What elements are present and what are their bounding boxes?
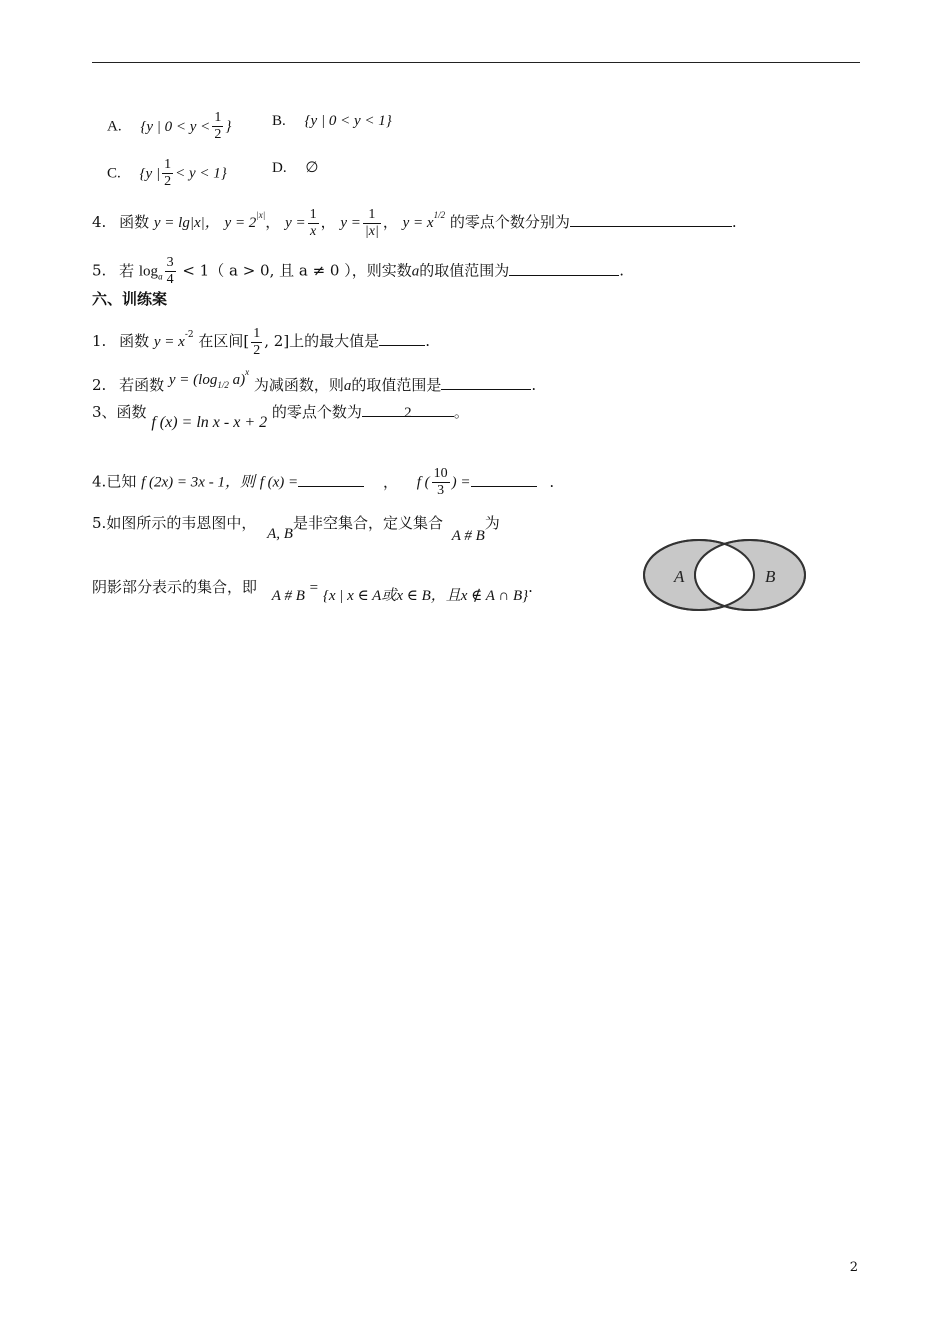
fraction-denominator: 2 xyxy=(164,174,172,189)
question-number: 5. xyxy=(92,261,107,280)
section-heading: 六、训练案 xyxy=(92,290,168,308)
period: . xyxy=(549,472,555,491)
fraction-denominator: x xyxy=(309,223,317,239)
question-number: 3、 xyxy=(92,403,117,421)
answer-blank[interactable] xyxy=(362,402,454,421)
question-text-suffix: 的零点个数为 xyxy=(271,403,362,421)
question-number: 1. xyxy=(92,332,107,350)
question-number: 4. xyxy=(92,472,107,491)
fraction-denominator: 3 xyxy=(437,483,445,498)
log-function-power: x xyxy=(245,367,250,377)
training-5-definition xyxy=(92,577,533,604)
question-text-suffix: , 2]上的最大值是 xyxy=(264,332,380,350)
option-c-fraction xyxy=(162,157,173,190)
option-a-fraction xyxy=(212,110,223,143)
answer-blank[interactable] xyxy=(509,261,619,276)
question-text: 若 xyxy=(119,261,135,280)
option-d-label: D. xyxy=(272,160,287,176)
option-b-label: B. xyxy=(272,113,286,129)
question-text: 已知 xyxy=(106,472,137,491)
ask-function: f (x) = xyxy=(259,474,299,491)
answer-blank[interactable] xyxy=(570,212,732,227)
training-3 xyxy=(92,402,469,431)
training-1 xyxy=(92,325,430,359)
log-base: a xyxy=(158,271,163,282)
answer-blank[interactable] xyxy=(441,375,531,390)
option-d xyxy=(272,157,318,178)
set-operation: A # B xyxy=(451,528,485,544)
period: . xyxy=(425,332,430,350)
venn-label-b: B xyxy=(765,567,776,586)
log-function-arg: a) xyxy=(228,372,246,388)
option-a xyxy=(107,110,231,143)
ask-value-fraction xyxy=(432,466,450,499)
period: . xyxy=(531,376,537,394)
function-sqrt: y = x xyxy=(402,215,434,231)
page-number: 2 xyxy=(849,1260,858,1275)
given-function: f (2x) = 3x - 1，则 xyxy=(141,474,255,491)
period: . xyxy=(528,578,533,596)
ask-value-head: f ( xyxy=(416,474,430,491)
function-expression: f (x) = ln x - x + 2 xyxy=(151,414,268,431)
question-text-suffix: 的取值范围为 xyxy=(419,261,510,280)
abs-reciprocal-fraction xyxy=(363,207,381,240)
log-function xyxy=(168,367,250,390)
fraction-numerator: 1 xyxy=(309,206,317,222)
option-a-close: } xyxy=(225,118,232,135)
venn-diagram xyxy=(640,535,810,615)
log-function-head: y = (log xyxy=(168,372,218,388)
question-text: 如图所示的韦恩图中， xyxy=(106,514,257,532)
fraction-denominator: 2 xyxy=(214,127,222,142)
venn-label-a: A xyxy=(674,567,685,586)
answer-blank[interactable] xyxy=(379,331,425,346)
power-exponent: -2 xyxy=(184,330,194,340)
ask-value-tail: ) = xyxy=(451,474,471,491)
option-c xyxy=(107,157,227,190)
set-operation: A # B xyxy=(271,588,305,604)
option-c-open: {y | xyxy=(139,165,161,182)
separator: ， xyxy=(382,213,398,231)
set-definition: {x | x ∈ A或x ∈ B，且x ∉ A ∩ B} xyxy=(322,588,529,604)
variable-a: a xyxy=(343,378,352,394)
variable-a: a xyxy=(411,263,420,280)
question-number: 2. xyxy=(92,376,107,394)
function-sqrt-power: 1/2 xyxy=(433,210,446,220)
question-text-suffix: 的取值范围是 xyxy=(351,376,442,394)
interval-text: 在区间[ xyxy=(198,332,250,350)
question-text-mid: 是非空集合，定义集合 xyxy=(292,514,443,532)
sets-ab: A, B xyxy=(267,526,293,542)
answer-blank-1[interactable] xyxy=(298,472,364,487)
question-text: 函数 xyxy=(116,403,147,421)
option-c-expr: < y < 1} xyxy=(175,165,227,182)
period: . xyxy=(619,261,625,280)
question-text: 若函数 xyxy=(119,376,165,394)
question-5 xyxy=(92,255,624,288)
question-number: 5. xyxy=(92,514,107,532)
function-reciprocal: y = xyxy=(285,215,306,231)
fraction-denominator: 2 xyxy=(253,342,261,358)
function-exp-power: |x| xyxy=(256,210,266,220)
log-fraction xyxy=(165,255,176,288)
option-c-label: C. xyxy=(107,165,121,182)
training-4 xyxy=(92,466,554,499)
fraction-numerator: 3 xyxy=(166,255,174,270)
answer-blank-2[interactable] xyxy=(471,472,537,487)
power-function: y = x xyxy=(153,334,185,350)
filled-answer: 2 xyxy=(404,405,412,421)
option-a-label: A. xyxy=(107,118,122,135)
question-text: 函数 xyxy=(119,213,150,231)
log-function-base: 1/2 xyxy=(217,380,229,390)
function-abs-reciprocal: y = xyxy=(340,215,361,231)
interval-fraction xyxy=(251,326,262,359)
definition-text: 阴影部分表示的集合，即 xyxy=(92,578,258,596)
fraction-numerator: 1 xyxy=(253,325,261,341)
training-5 xyxy=(92,513,500,544)
question-text-mid: 为减函数，则 xyxy=(253,376,344,394)
fraction-numerator: 10 xyxy=(433,466,448,481)
question-text-tail: 为 xyxy=(484,514,500,532)
question-text: 函数 xyxy=(119,332,150,350)
training-2 xyxy=(92,368,536,401)
period: 。 xyxy=(453,403,469,421)
log-symbol: log xyxy=(138,263,159,280)
option-b-expr: {y | 0 < y < 1} xyxy=(304,113,392,129)
separator: ， xyxy=(382,472,398,491)
equals-sign: = xyxy=(309,580,319,596)
fraction-denominator: |x| xyxy=(364,223,379,239)
question-number: 4. xyxy=(92,213,107,231)
reciprocal-fraction xyxy=(308,207,319,240)
fraction-numerator: 1 xyxy=(164,157,172,172)
period: . xyxy=(731,213,737,231)
inequality-text: < 1（ a > 0, 且 a ≠ 0 ），则实数 xyxy=(182,261,412,280)
fraction-numerator: 1 xyxy=(363,207,381,224)
option-d-expr: ∅ xyxy=(305,160,319,176)
question-text-suffix: 的零点个数分别为 xyxy=(449,213,570,231)
separator: ， xyxy=(320,213,336,231)
header-rule xyxy=(92,62,860,63)
function-lg: y = lg|x|， xyxy=(153,215,220,231)
separator: ， xyxy=(265,213,281,231)
fraction-denominator: 4 xyxy=(166,272,174,287)
function-exp-base: y = 2 xyxy=(224,215,257,231)
question-4 xyxy=(92,205,737,240)
option-a-expr: {y | 0 < y < xyxy=(140,118,211,135)
option-b xyxy=(272,110,392,131)
fraction-numerator: 1 xyxy=(214,110,222,125)
